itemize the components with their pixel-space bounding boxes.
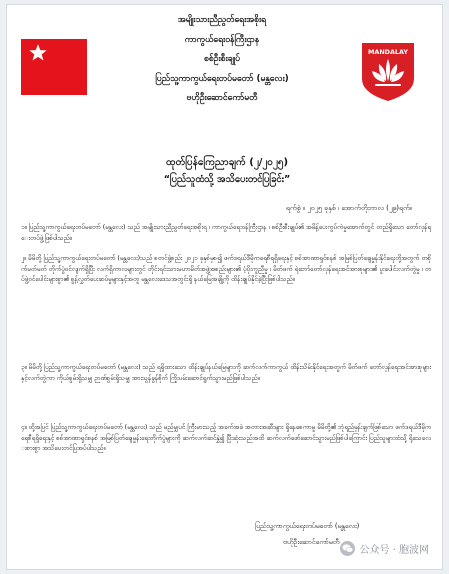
document-page [6,4,443,570]
paragraph-4: ၄။ ထို့အပြင် ပြည်သူ့ကာကွယ်ရေးတပ်မတော် (မန္တလေး) သည် မည်မျှပင် ကြီးမားသည့် အခက်အခဲ အတားအဆီးများ ရှိနေစေကာမူ မိမိတို့၏ ဘုံရည်မှန်းချက်ဖြစ်သော ဖက်ဒရယ်ဒီမိုကရေစီရရှိရေးနှင့် စစ်အာဏာရှင်စနစ် အမြစ်ပြတ်ချေမှုန်းရေးတိုက်ပွဲများကို ဆက်လက်ဆင်နွှဲ၍ ပြီးဆုံးသည်အထိ ဆက်လက်ဖော်ဆောင်သွားမည်ဖြစ်ပါကြောင်း ပြည်သူများထံသို့ ရိုသေလေးစားစွာ အသိပေးတင်ပြအပ်ပါသည်။ [21,424,431,452]
header-line-government: အမျိုးသားညီညွတ်ရေးအစိုးရ [177,15,267,25]
crest-text: MANDALAY [368,48,408,56]
nug-flag [21,39,87,95]
watermark [340,541,429,556]
signature-organization: ပြည်သူ့ကာကွယ်ရေးတပ်မတော် (မန္တလေး) [255,522,360,530]
white-star-icon [28,43,48,63]
statement-subtitle: “ပြည်သူထံသို့ အသိပေးတင်ပြခြင်း” [163,174,291,185]
paragraph-3: ၃။ မိမိတို့ ပြည်သူ့ကာကွယ်ရေးတပ်မတော် (မန္တလေး) သည် ရရှိထားသော ထိန်းချုပ်နယ်မြေများကို ဆက်လက်ကာကွယ် ထိန်းသိမ်းနိုင်ရေးအတွက် မိတ်ဖက် တော်လှန်ရေးအင်အားစုများနှင့်လက်တွဲကာ ကိုယ်စွမ်းရှိသမျှ ဉာဏ်စွမ်းရှိသမျှ အားသွန်ခွန်စိုက် ကြိုးပမ်းဆောင်ရွက်သွားမည်ဖြစ်ပါသည်။ [21,364,431,382]
header-line-committee: ဗဟိုဦးဆောင်ကော်မတီ [186,93,258,104]
issuer-header [107,11,337,109]
signature-committee: ဗဟိုဦးဆောင်ကော်မတီ [283,538,340,546]
header-line-pdf-mandalay: ပြည်သူ့ကာကွယ်ရေးတပ်မတော် (မန္တလေး) [155,73,289,84]
wechat-icon [340,541,355,556]
paragraph-2: ၂။ မိမိတို့ ပြည်သူ့ကာကွယ်ရေးတပ်မတော် (မန္တလေး)သည် စတင်ဖွဲ့စည်း ၂၀၂၁ ခုနှစ်မှစ၍ ဖက်ဒရယ်ဒီမိုကရေစီရရှိရေးနှင့် စစ်အာဏာရှင်စနစ် အမြစ်ပြတ်ချေမှုန်းနိုင်ရေးတို့အတွက် တစိုက်မတ်မတ် တိုက်ပွဲဝင်လျက်ရှိပြီး လက်ရှိကာလများတွင် တိုင်းရင်းသားမဟာမိတ်အဖွဲ့အစည်းများ၏ ပံ့ပိုးကူညီမှု ၊ မိတ်ဖက် ရဲဘော်တော်လှန်ရေးအင်အားစုများ၏ ပူးပေါင်းလက်တွဲမှု ၊ တပ်ဖွဲ့ဝင်ပေါင်းများစွာ၏ စွန့်လွှတ်ပေးဆပ်မှုများနှင့်အတူ မန္တလေးဒေသအတွင်းရှိ နယ်မြေအချို့ကို ထိန်းချုပ်နိုင်ခဲ့ပြီးဖြစ်ပါသည်။ [21,255,431,283]
paragraph-1: ၁။ ပြည်သူ့ကာကွယ်ရေးတပ်မတော် (မန္တလေး) သည် အမျိုးသားညီညွတ်ရေးအစိုးရ ၊ ကာကွယ်ရေးဝန်ကြီးဌာန ၊ စစ်ဦးစီးချုပ်၏ အမိန့်ပေးကွပ်ကဲမှုအောက်တွင် တည်ရှိသော တော်လှန်ရေးတပ်ဖွဲ့ဖြစ်ပါသည်။ [21,224,431,242]
header-line-chief-of-staff: စစ်ဦးစီးချုပ် [204,54,240,65]
watermark-text: 公众号 · 胞波网 [359,545,429,556]
header-line-ministry: ကာကွယ်ရေးဝန်ကြီးဌာန [184,34,260,45]
mandalay-crest [359,41,417,103]
statement-title: ထုတ်ပြန်ကြေညာချက် (၂/၂၀၂၅) [165,157,289,168]
statement-date: ရက်စွဲ ။ ၂၀၂၅ ခုနှစ် ၊ အောက်တိုဘာလ (၂၉)ရက်။ [285,204,412,212]
